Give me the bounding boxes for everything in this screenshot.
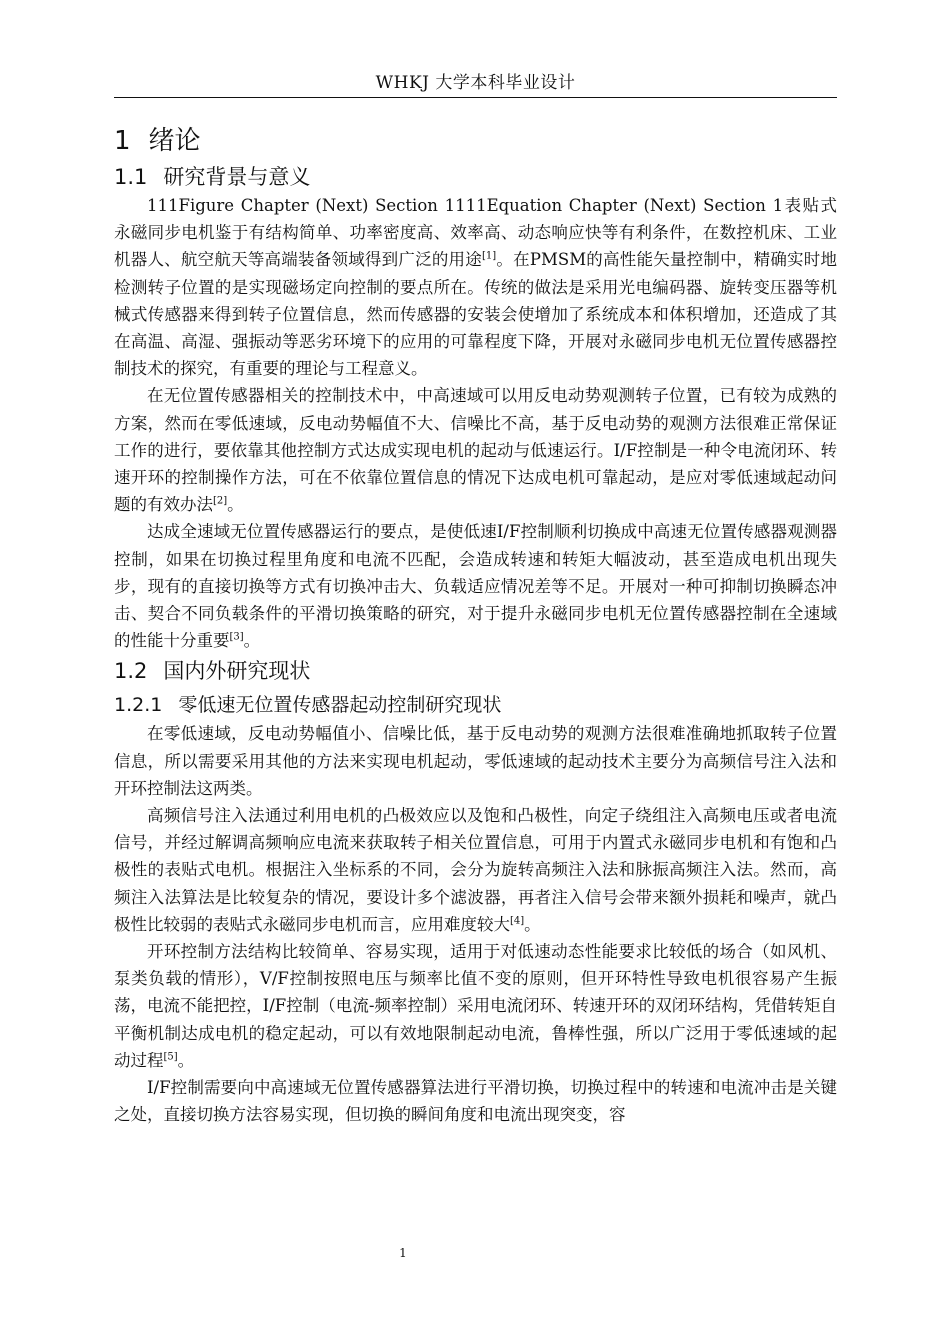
section-title: 研究背景与意义 bbox=[163, 165, 311, 189]
citation: [5] bbox=[163, 1051, 178, 1063]
citation: [2] bbox=[213, 495, 228, 507]
paragraph-text: 在零低速域，反电动势幅值小、信噪比低，基于反电动势的观测方法很难准确地抓取转子位置信息，所以需要采用其他的方法来实现电机起动，零低速域的起动技术主要分为高频信号注入法和开环控制法这两类。 bbox=[114, 724, 837, 798]
chapter-title: 绪论 bbox=[148, 126, 201, 156]
paragraph bbox=[114, 518, 837, 654]
paragraph-text: 。 bbox=[227, 495, 244, 515]
paragraph bbox=[114, 1074, 837, 1128]
header-divider bbox=[114, 97, 837, 98]
page-header-title: WHKJ 大学本科毕业设计 bbox=[375, 73, 576, 93]
paragraph-text: 。 bbox=[243, 631, 261, 651]
document-body bbox=[114, 112, 837, 1129]
paragraph bbox=[114, 192, 837, 382]
citation: [4] bbox=[510, 915, 525, 927]
paragraph-text: 111Figure Chapter (Next) Section 1111Equation Chapter (Next) Section 1表贴式永磁同步电机鉴于有结构简单、功率密度高、效率高、动态响应快等有利条件，在数控机床、工业机器人、航空航天等高端装备领域得到广泛的用途 bbox=[114, 196, 837, 270]
paragraph-text: I/F控制需要向中高速域无位置传感器算法进行平滑切换，切换过程中的转速和电流冲击是关键之处，直接切换方法容易实现，但切换的瞬间角度和电流出现突变，容 bbox=[114, 1078, 837, 1125]
paragraph bbox=[114, 382, 837, 518]
section-heading-1-1 bbox=[114, 162, 837, 192]
section-heading-1-2 bbox=[114, 656, 837, 686]
section-number: 1.2 bbox=[114, 659, 148, 684]
paragraph-text: 开环控制方法结构比较简单、容易实现，适用于对低速动态性能要求比较低的场合（如风机、泵类负载的情形），V/F控制按照电压与频率比值不变的原则，但开环特性导致电机很容易产生振荡，电流不能把控，I/F控制（电流-频率控制）采用电流闭环、转速开环的双闭环结构，凭借转矩自平衡机制达成电机的稳定起动，可以有效地限制起动电流，鲁棒性强，所以广泛用于零低速域的起动过程 bbox=[114, 942, 837, 1070]
paragraph-text: 在无位置传感器相关的控制技术中，中高速域可以用反电动势观测转子位置，已有较为成熟的方案，然而在零低速域，反电动势幅值不大、信噪比不高，基于反电动势的观测方法很难正常保证工作的进行，要依靠其他控制方式达成实现电机的起动与低速运行。I/F控制是一种令电流闭环、转速开环的控制操作方法，可在不依靠位置信息的情况下达成电机可靠起动，是应对零低速域起动问题的有效办法 bbox=[114, 386, 837, 515]
section-title: 国内外研究现状 bbox=[163, 659, 311, 684]
subsection-title: 零低速无位置传感器起动控制研究现状 bbox=[178, 694, 502, 717]
section-number: 1.1 bbox=[114, 165, 148, 189]
subsection-heading-1-2-1 bbox=[114, 690, 837, 720]
paragraph-text: 达成全速域无位置传感器运行的要点，是使低速I/F控制顺利切换成中高速无位置传感器观测器控制，如果在切换过程里角度和电流不匹配，会造成转速和转矩大幅波动，甚至造成电机出现失步，现有的直接切换等方式有切换冲击大、负载适应情况差等不足。开展对一种可抑制切换瞬态冲击、契合不同负载条件的平滑切换策略的研究，对于提升永磁同步电机无位置传感器控制在全速域的性能十分重要 bbox=[114, 522, 837, 651]
paragraph bbox=[114, 802, 837, 938]
paragraph-text: 。 bbox=[524, 914, 541, 934]
paragraph-text: 。 bbox=[177, 1050, 195, 1070]
paragraph bbox=[114, 720, 837, 802]
citation: [3] bbox=[229, 631, 244, 643]
page-number: 1 bbox=[399, 1246, 407, 1260]
citation: [1] bbox=[482, 250, 497, 262]
paragraph bbox=[114, 938, 837, 1074]
subsection-number: 1.2.1 bbox=[114, 694, 163, 717]
paragraph-text: 。在PMSM的高性能矢量控制中，精确实时地检测转子位置的是实现磁场定向控制的要点所在。传统的做法是采用光电编码器、旋转变压器等机械式传感器来得到转子位置信息，然而传感器的安装会使增加了系统成本和体积增加，还造成了其在高温、高湿、强振动等恶劣环境下的应用的可靠程度下降，开展对永磁同步电机无位置传感器控制技术的探究，有重要的理论与工程意义。 bbox=[114, 250, 838, 379]
chapter-number: 1 bbox=[114, 126, 131, 156]
paragraph-text: 高频信号注入法通过利用电机的凸极效应以及饱和凸极性，向定子绕组注入高频电压或者电流信号，并经过解调高频响应电流来获取转子相关位置信息，可用于内置式永磁同步电机和有饱和凸极性的表贴式电机。根据注入坐标系的不同，会分为旋转高频注入法和脉振高频注入法。然而，高频注入法算法是比较复杂的情况，要设计多个滤波器，再者注入信号会带来额外损耗和噪声，就凸极性比较弱的表贴式永磁同步电机而言，应用难度较大 bbox=[114, 806, 837, 934]
chapter-heading bbox=[114, 124, 837, 158]
